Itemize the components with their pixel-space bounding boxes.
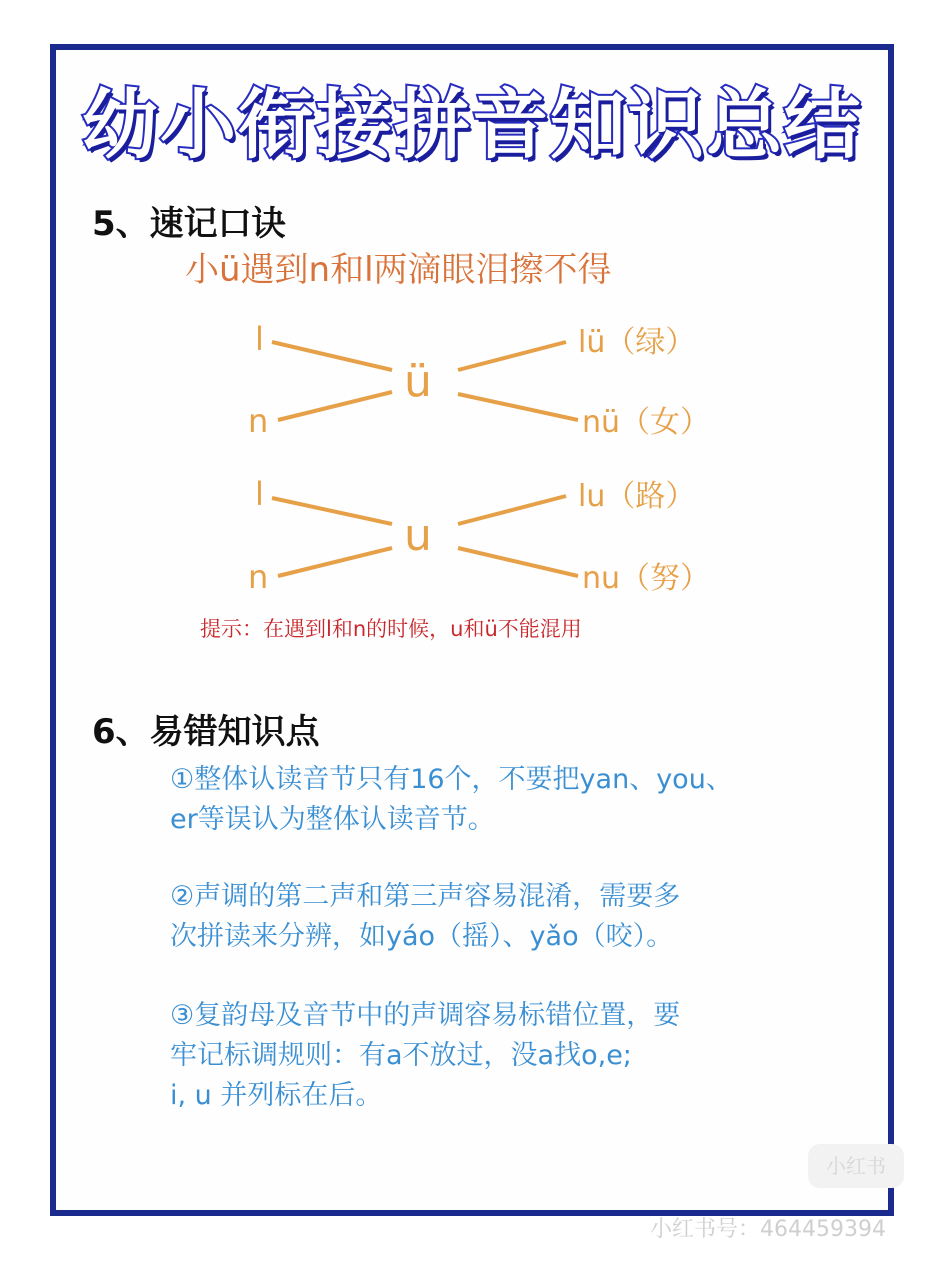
connector-line bbox=[278, 548, 392, 576]
connector-line bbox=[458, 496, 566, 524]
point-line: ③复韵母及音节中的声调容易标错位置，要 bbox=[170, 1000, 681, 1031]
syllable-example: lu（路） bbox=[578, 479, 696, 514]
section-5-heading: 5、速记口诀 bbox=[92, 204, 286, 244]
point-line: ①整体认读音节只有16个，不要把yan、you、 bbox=[170, 764, 733, 795]
syllable-example: nü（女） bbox=[582, 405, 711, 440]
point-line: er等误认为整体认读音节。 bbox=[170, 804, 495, 835]
page-title: 幼小衔接拼音知识总结 bbox=[82, 80, 862, 169]
syllable-example: lü（绿） bbox=[578, 325, 696, 360]
initial-l: l bbox=[255, 320, 264, 358]
connector-line bbox=[272, 342, 392, 370]
connector-line bbox=[458, 342, 566, 370]
error-point-1 bbox=[170, 760, 850, 840]
point-line: ②声调的第二声和第三声容易混淆，需要多 bbox=[170, 881, 681, 912]
watermark-id: 小红书号：464459394 bbox=[650, 1217, 886, 1242]
error-point-2 bbox=[170, 877, 850, 957]
hint-text: 提示：在遇到l和n的时候，u和ü不能混用 bbox=[200, 617, 582, 641]
point-line: 牢记标调规则：有a不放过，没a找o,e; bbox=[170, 1040, 632, 1071]
point-line: i, u 并列标在后。 bbox=[170, 1080, 383, 1111]
section-6-heading: 6、易错知识点 bbox=[92, 712, 320, 752]
initial-n: n bbox=[248, 402, 269, 440]
connector-line bbox=[458, 548, 578, 576]
mnemonic-rhyme: 小ü遇到n和l两滴眼泪擦不得 bbox=[185, 250, 612, 290]
error-point-3 bbox=[170, 996, 850, 1116]
watermark-logo: 小红书 bbox=[808, 1144, 904, 1188]
point-line: 次拼读来分辨，如yáo（摇）、yǎo（咬）。 bbox=[170, 921, 674, 952]
diagram-group-u-umlaut bbox=[248, 320, 710, 440]
connector-line bbox=[272, 498, 392, 524]
connector-line bbox=[278, 392, 392, 420]
diagram-group-u bbox=[248, 475, 710, 596]
connector-line bbox=[458, 394, 578, 420]
syllable-example: nu（努） bbox=[582, 561, 711, 596]
final-vowel: u bbox=[404, 510, 432, 561]
initial-l: l bbox=[255, 475, 264, 513]
initial-n: n bbox=[248, 558, 269, 596]
final-vowel: ü bbox=[404, 356, 432, 407]
